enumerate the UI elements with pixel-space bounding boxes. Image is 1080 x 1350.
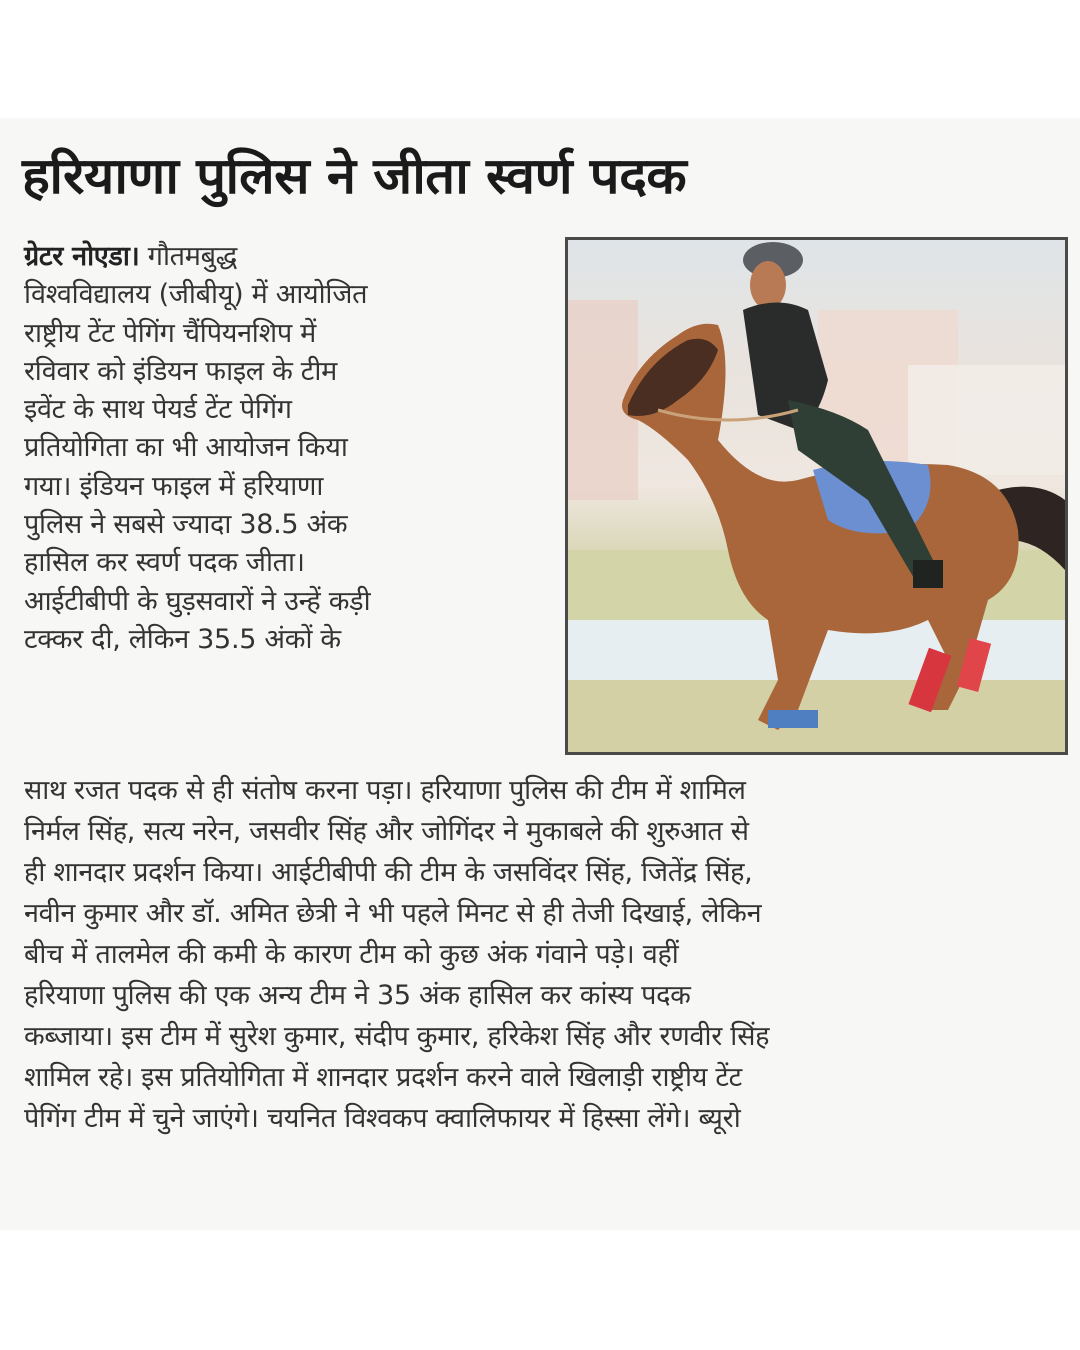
article-line: रविवार को इंडियन फाइल के टीम: [24, 355, 337, 387]
article-line: निर्मल सिंह, सत्य नरेन, जसवीर सिंह और जोगिंदर ने मुकाबले की शुरुआत से: [24, 816, 749, 847]
article-line: विश्वविद्यालय (जीबीयू) में आयोजित: [24, 279, 368, 311]
dateline: ग्रेटर नोएडा।: [24, 241, 140, 272]
article-line: ही शानदार प्रदर्शन किया। आईटीबीपी की टीम के जसविंदर सिंह, जितेंद्र सिंह,: [24, 857, 753, 888]
article-line: बीच में तालमेल की कमी के कारण टीम को कुछ अंक गंवाने पड़े। वहीं: [24, 939, 679, 970]
article-line: पेगिंग टीम में चुने जाएंगे। चयनित विश्वकप क्वालिफायर में हिस्सा लेंगे। ब्यूरो: [24, 1103, 741, 1134]
article-line: साथ रजत पदक से ही संतोष करना पड़ा। हरियाणा पुलिस की टीम में शामिल: [24, 775, 746, 806]
article-line: राष्ट्रीय टेंट पेगिंग चैंपियनशिप में: [24, 317, 316, 349]
article-line: टक्कर दी, लेकिन 35.5 अंकों के: [24, 623, 341, 655]
article-line: आईटीबीपी के घुड़सवारों ने उन्हें कड़ी: [24, 585, 371, 617]
article-line: हरियाणा पुलिस की एक अन्य टीम ने 35 अंक हासिल कर कांस्य पदक: [24, 980, 691, 1011]
article-line: ग्रेटर नोएडा। गौतमबुद्ध: [24, 241, 237, 272]
article-photo: [565, 237, 1068, 755]
article-line: गया। इंडियन फाइल में हरियाणा: [24, 470, 324, 502]
horse-rider-illustration: [568, 240, 1065, 752]
article-line: इवेंट के साथ पेयर्ड टेंट पेगिंग: [24, 394, 292, 426]
article-line: शामिल रहे। इस प्रतियोगिता में शानदार प्रदर्शन करने वाले खिलाड़ी राष्ट्रीय टेंट: [24, 1062, 742, 1093]
article-line: हासिल कर स्वर्ण पदक जीता।: [24, 547, 305, 579]
article-column-text: [24, 238, 554, 659]
article-line: नवीन कुमार और डॉ. अमित छेत्री ने भी पहले मिनट से ही तेजी दिखाई, लेकिन: [24, 898, 762, 929]
article-line: प्रतियोगिता का भी आयोजन किया: [24, 432, 348, 464]
article-headline: हरियाणा पुलिस ने जीता स्वर्ण पदक: [22, 147, 687, 205]
article-line: पुलिस ने सबसे ज्यादा 38.5 अंक: [24, 509, 348, 541]
article-line: कब्जाया। इस टीम में सुरेश कुमार, संदीप कुमार, हरिकेश सिंह और रणवीर सिंह: [24, 1021, 770, 1052]
article-full-width-text: [24, 770, 1064, 1139]
